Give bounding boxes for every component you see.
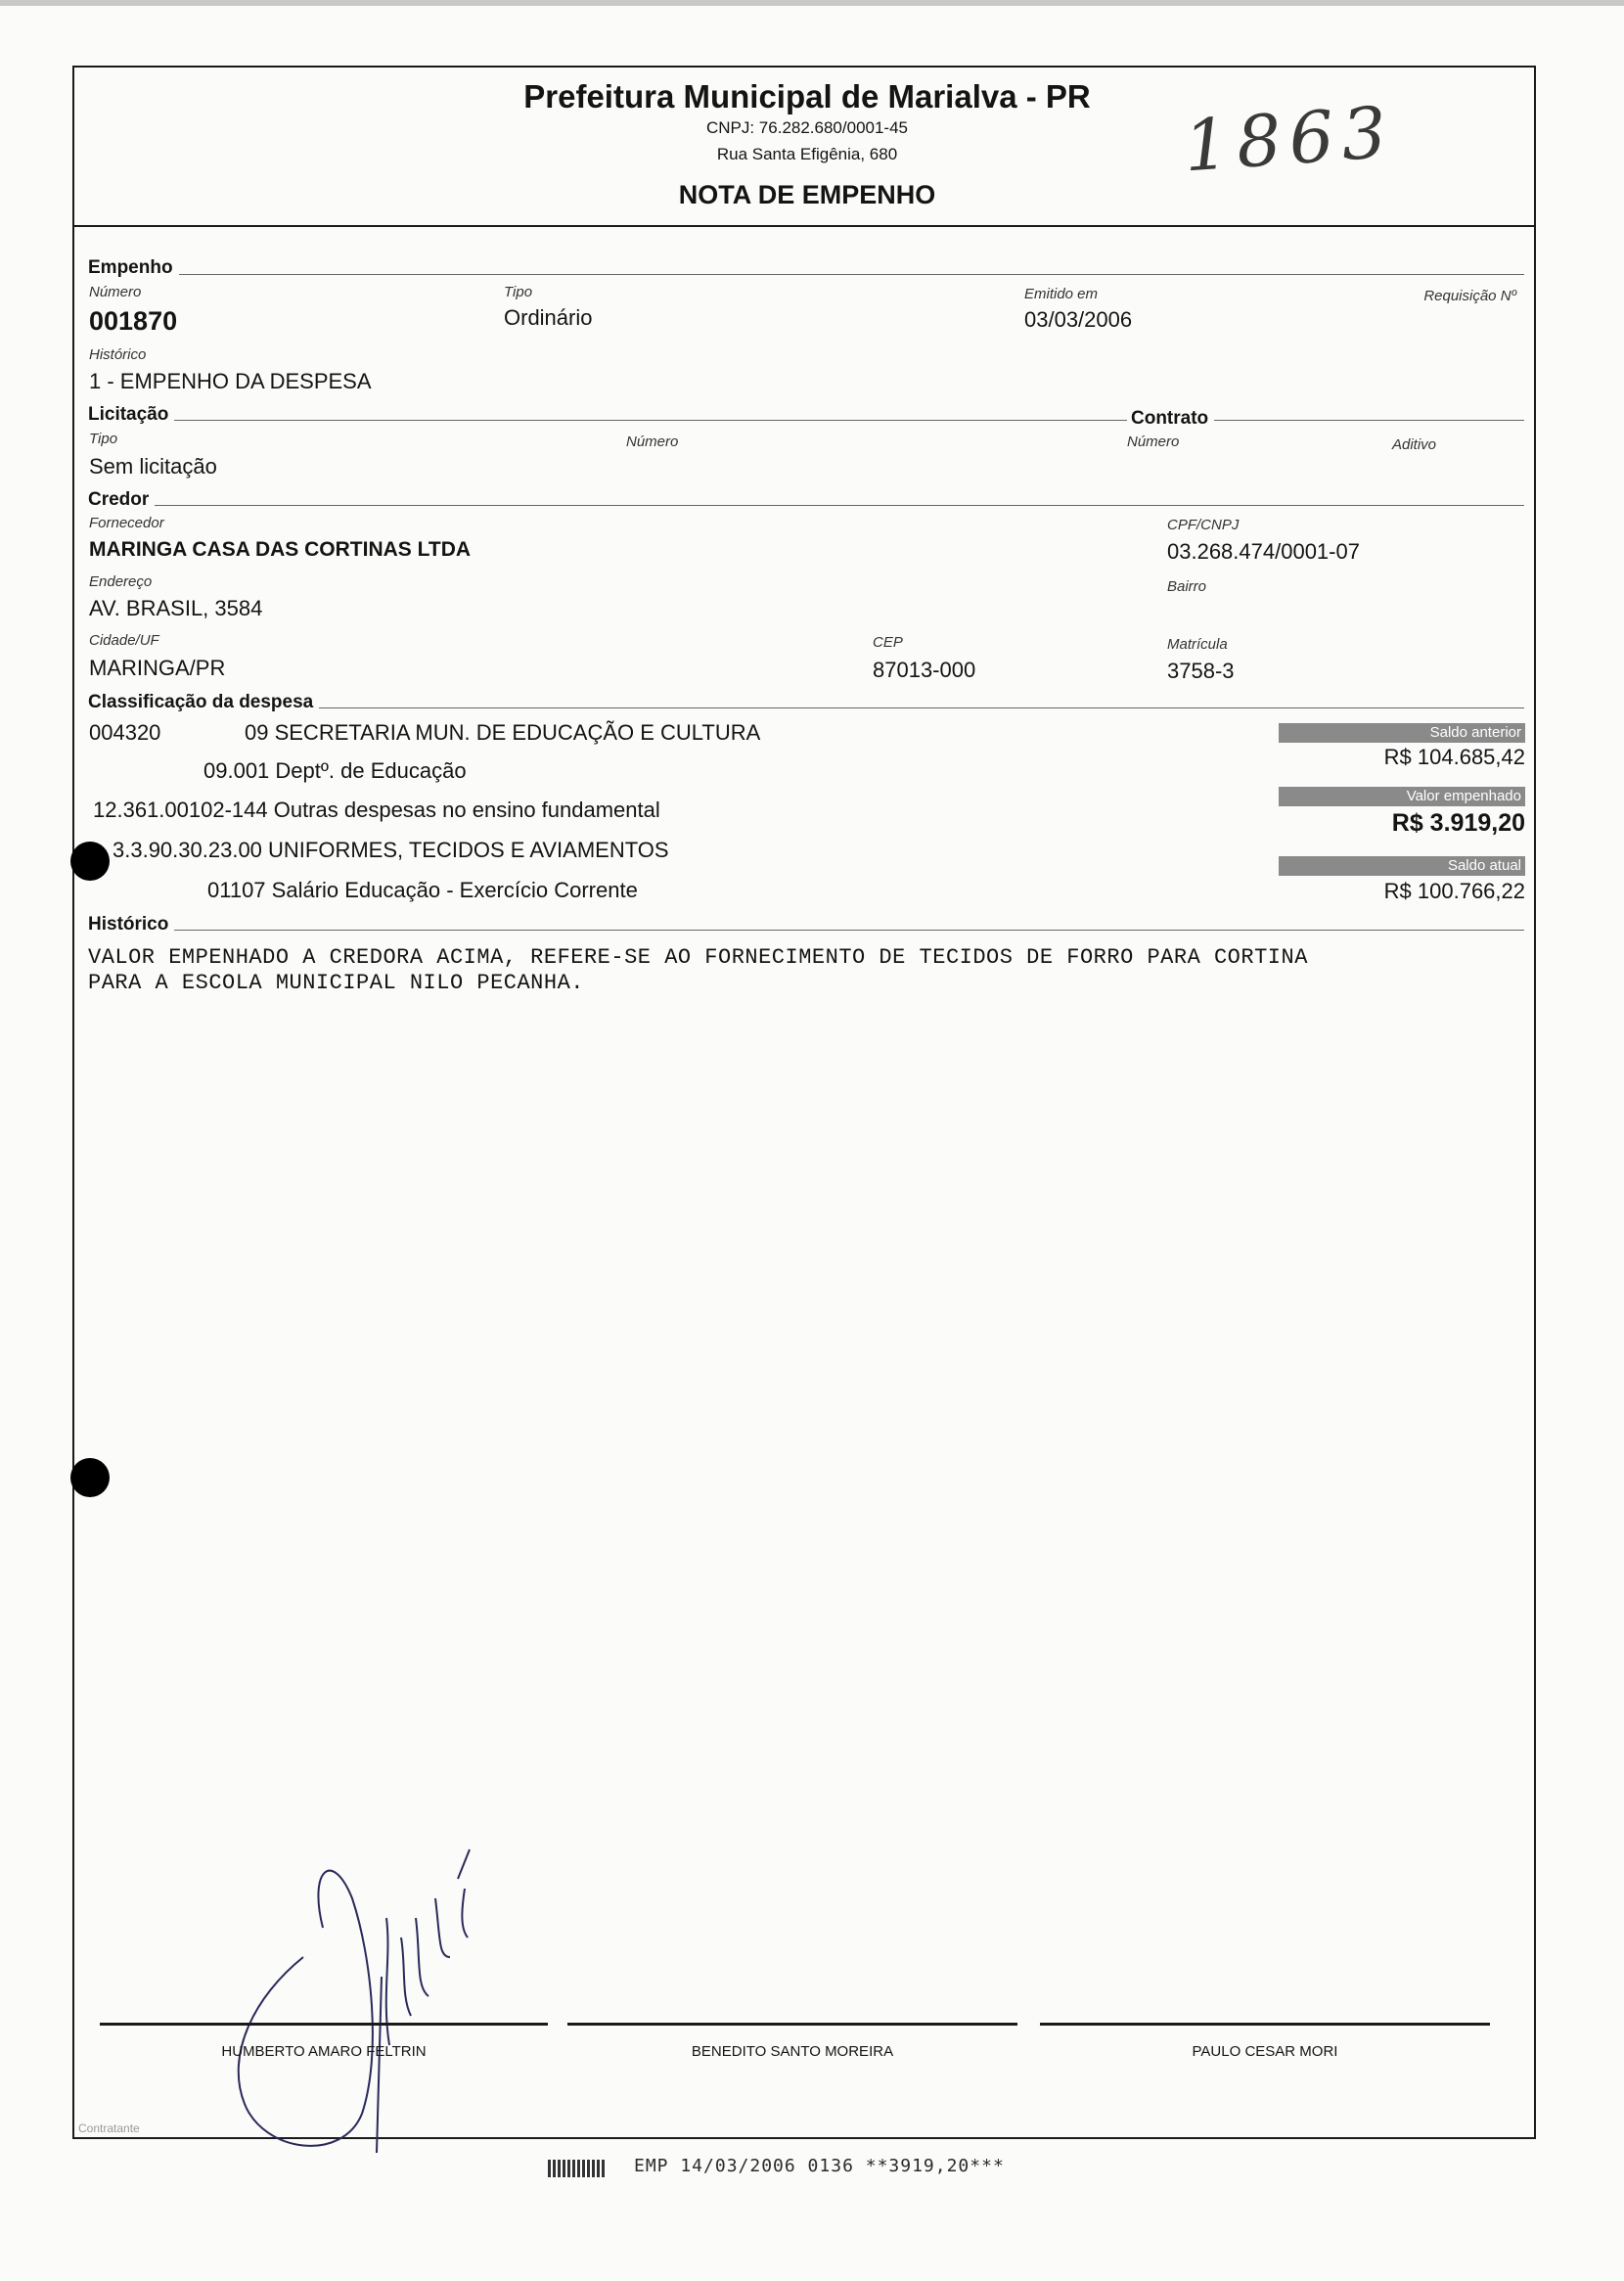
classificacao-programa: 12.361.00102-144 Outras despesas no ensino fundamental xyxy=(93,798,660,822)
licitacao-tipo: Sem licitação xyxy=(89,454,217,479)
empenho-tipo-label: Tipo xyxy=(504,284,533,300)
header-divider xyxy=(73,225,1535,227)
empenho-numero-label: Número xyxy=(89,284,142,300)
licitacao-numero-label: Número xyxy=(626,433,679,450)
emitido-label: Emitido em xyxy=(1024,286,1099,302)
endereco-label: Endereço xyxy=(89,573,153,590)
historico-rule xyxy=(88,930,1524,931)
matricula-value: 3758-3 xyxy=(1167,659,1235,683)
handwritten-number: 1863 xyxy=(1181,90,1397,188)
mechanical-stamp: EMP 14/03/2006 0136 **3919,20*** xyxy=(634,2156,1005,2176)
classificacao-fonte: 01107 Salário Educação - Exercício Corrente xyxy=(207,878,638,902)
requisicao-label: Requisição Nº xyxy=(1423,288,1516,304)
empenho-numero: 001870 xyxy=(89,306,178,336)
empenho-tipo: Ordinário xyxy=(504,305,593,330)
punch-hole xyxy=(70,1458,110,1497)
cep-value: 87013-000 xyxy=(873,658,976,682)
contrato-aditivo-label: Aditivo xyxy=(1392,436,1437,453)
signature-line-1 xyxy=(100,2023,548,2026)
signature-name-3: PAULO CESAR MORI xyxy=(1192,2043,1338,2060)
scan-edge xyxy=(0,0,1624,6)
historico-section: Histórico xyxy=(88,914,174,935)
classificacao-elemento: 3.3.90.30.23.00 UNIFORMES, TECIDOS E AVIAMENTOS xyxy=(113,838,669,862)
saldo-atual-value: R$ 100.766,22 xyxy=(1383,879,1525,903)
page-title: Prefeitura Municipal de Marialva - PR xyxy=(523,78,1091,114)
cidade-label: Cidade/UF xyxy=(89,632,159,649)
fornecedor-name: MARINGA CASA DAS CORTINAS LTDA xyxy=(89,538,472,561)
contrato-numero-label: Número xyxy=(1127,433,1180,450)
classificacao-code: 004320 xyxy=(89,720,161,745)
classificacao-secretaria: 09 SECRETARIA MUN. DE EDUCAÇÃO E CULTURA xyxy=(245,720,761,745)
empenho-rule xyxy=(88,274,1524,275)
cep-label: CEP xyxy=(873,634,903,651)
address: Rua Santa Efigênia, 680 xyxy=(716,145,898,163)
licitacao-section: Licitação xyxy=(88,404,174,426)
bairro-label: Bairro xyxy=(1167,578,1207,595)
empenho-historico-label: Histórico xyxy=(89,346,147,363)
signature-line-2 xyxy=(567,2023,1017,2026)
valor-empenhado-label: Valor empenhado xyxy=(1279,787,1525,806)
emitido-date: 03/03/2006 xyxy=(1024,307,1133,332)
licitacao-tipo-label: Tipo xyxy=(89,431,118,447)
classificacao-section: Classificação da despesa xyxy=(88,692,319,713)
contrato-section: Contrato xyxy=(1127,408,1214,430)
contratante-label: Contratante xyxy=(78,2121,140,2135)
saldo-anterior-label: Saldo anterior xyxy=(1279,723,1525,743)
historico-line-2: PARA A ESCOLA MUNICIPAL NILO PECANHA. xyxy=(88,971,584,995)
licitacao-rule xyxy=(88,420,1524,421)
stamp-barcode-icon xyxy=(548,2160,605,2177)
fornecedor-label: Fornecedor xyxy=(89,515,164,531)
classificacao-departamento: 09.001 Deptº. de Educação xyxy=(203,758,467,783)
punch-hole xyxy=(70,842,110,881)
credor-section: Credor xyxy=(88,489,155,511)
doc-title: NOTA DE EMPENHO xyxy=(678,180,936,209)
cpf-value: 03.268.474/0001-07 xyxy=(1167,539,1360,564)
signature-line-3 xyxy=(1040,2023,1490,2026)
signature-name-1: HUMBERTO AMARO FELTRIN xyxy=(221,2043,427,2060)
signature-name-2: BENEDITO SANTO MOREIRA xyxy=(691,2043,894,2060)
saldo-atual-label: Saldo atual xyxy=(1279,856,1525,876)
saldo-anterior-value: R$ 104.685,42 xyxy=(1383,745,1525,769)
endereco-value: AV. BRASIL, 3584 xyxy=(89,596,263,620)
credor-rule xyxy=(88,505,1524,506)
empenho-historico: 1 - EMPENHO DA DESPESA xyxy=(89,369,372,393)
cidade-value: MARINGA/PR xyxy=(89,656,226,680)
cnpj: CNPJ: 76.282.680/0001-45 xyxy=(705,118,909,137)
cpf-label: CPF/CNPJ xyxy=(1167,517,1240,533)
historico-line-1: VALOR EMPENHADO A CREDORA ACIMA, REFERE-SE AO FORNECIMENTO DE TECIDOS DE FORRO PARA CORTINA xyxy=(88,945,1308,970)
valor-empenhado-value: R$ 3.919,20 xyxy=(1391,809,1525,837)
matricula-label: Matrícula xyxy=(1167,636,1228,653)
empenho-section: Empenho xyxy=(88,257,179,279)
